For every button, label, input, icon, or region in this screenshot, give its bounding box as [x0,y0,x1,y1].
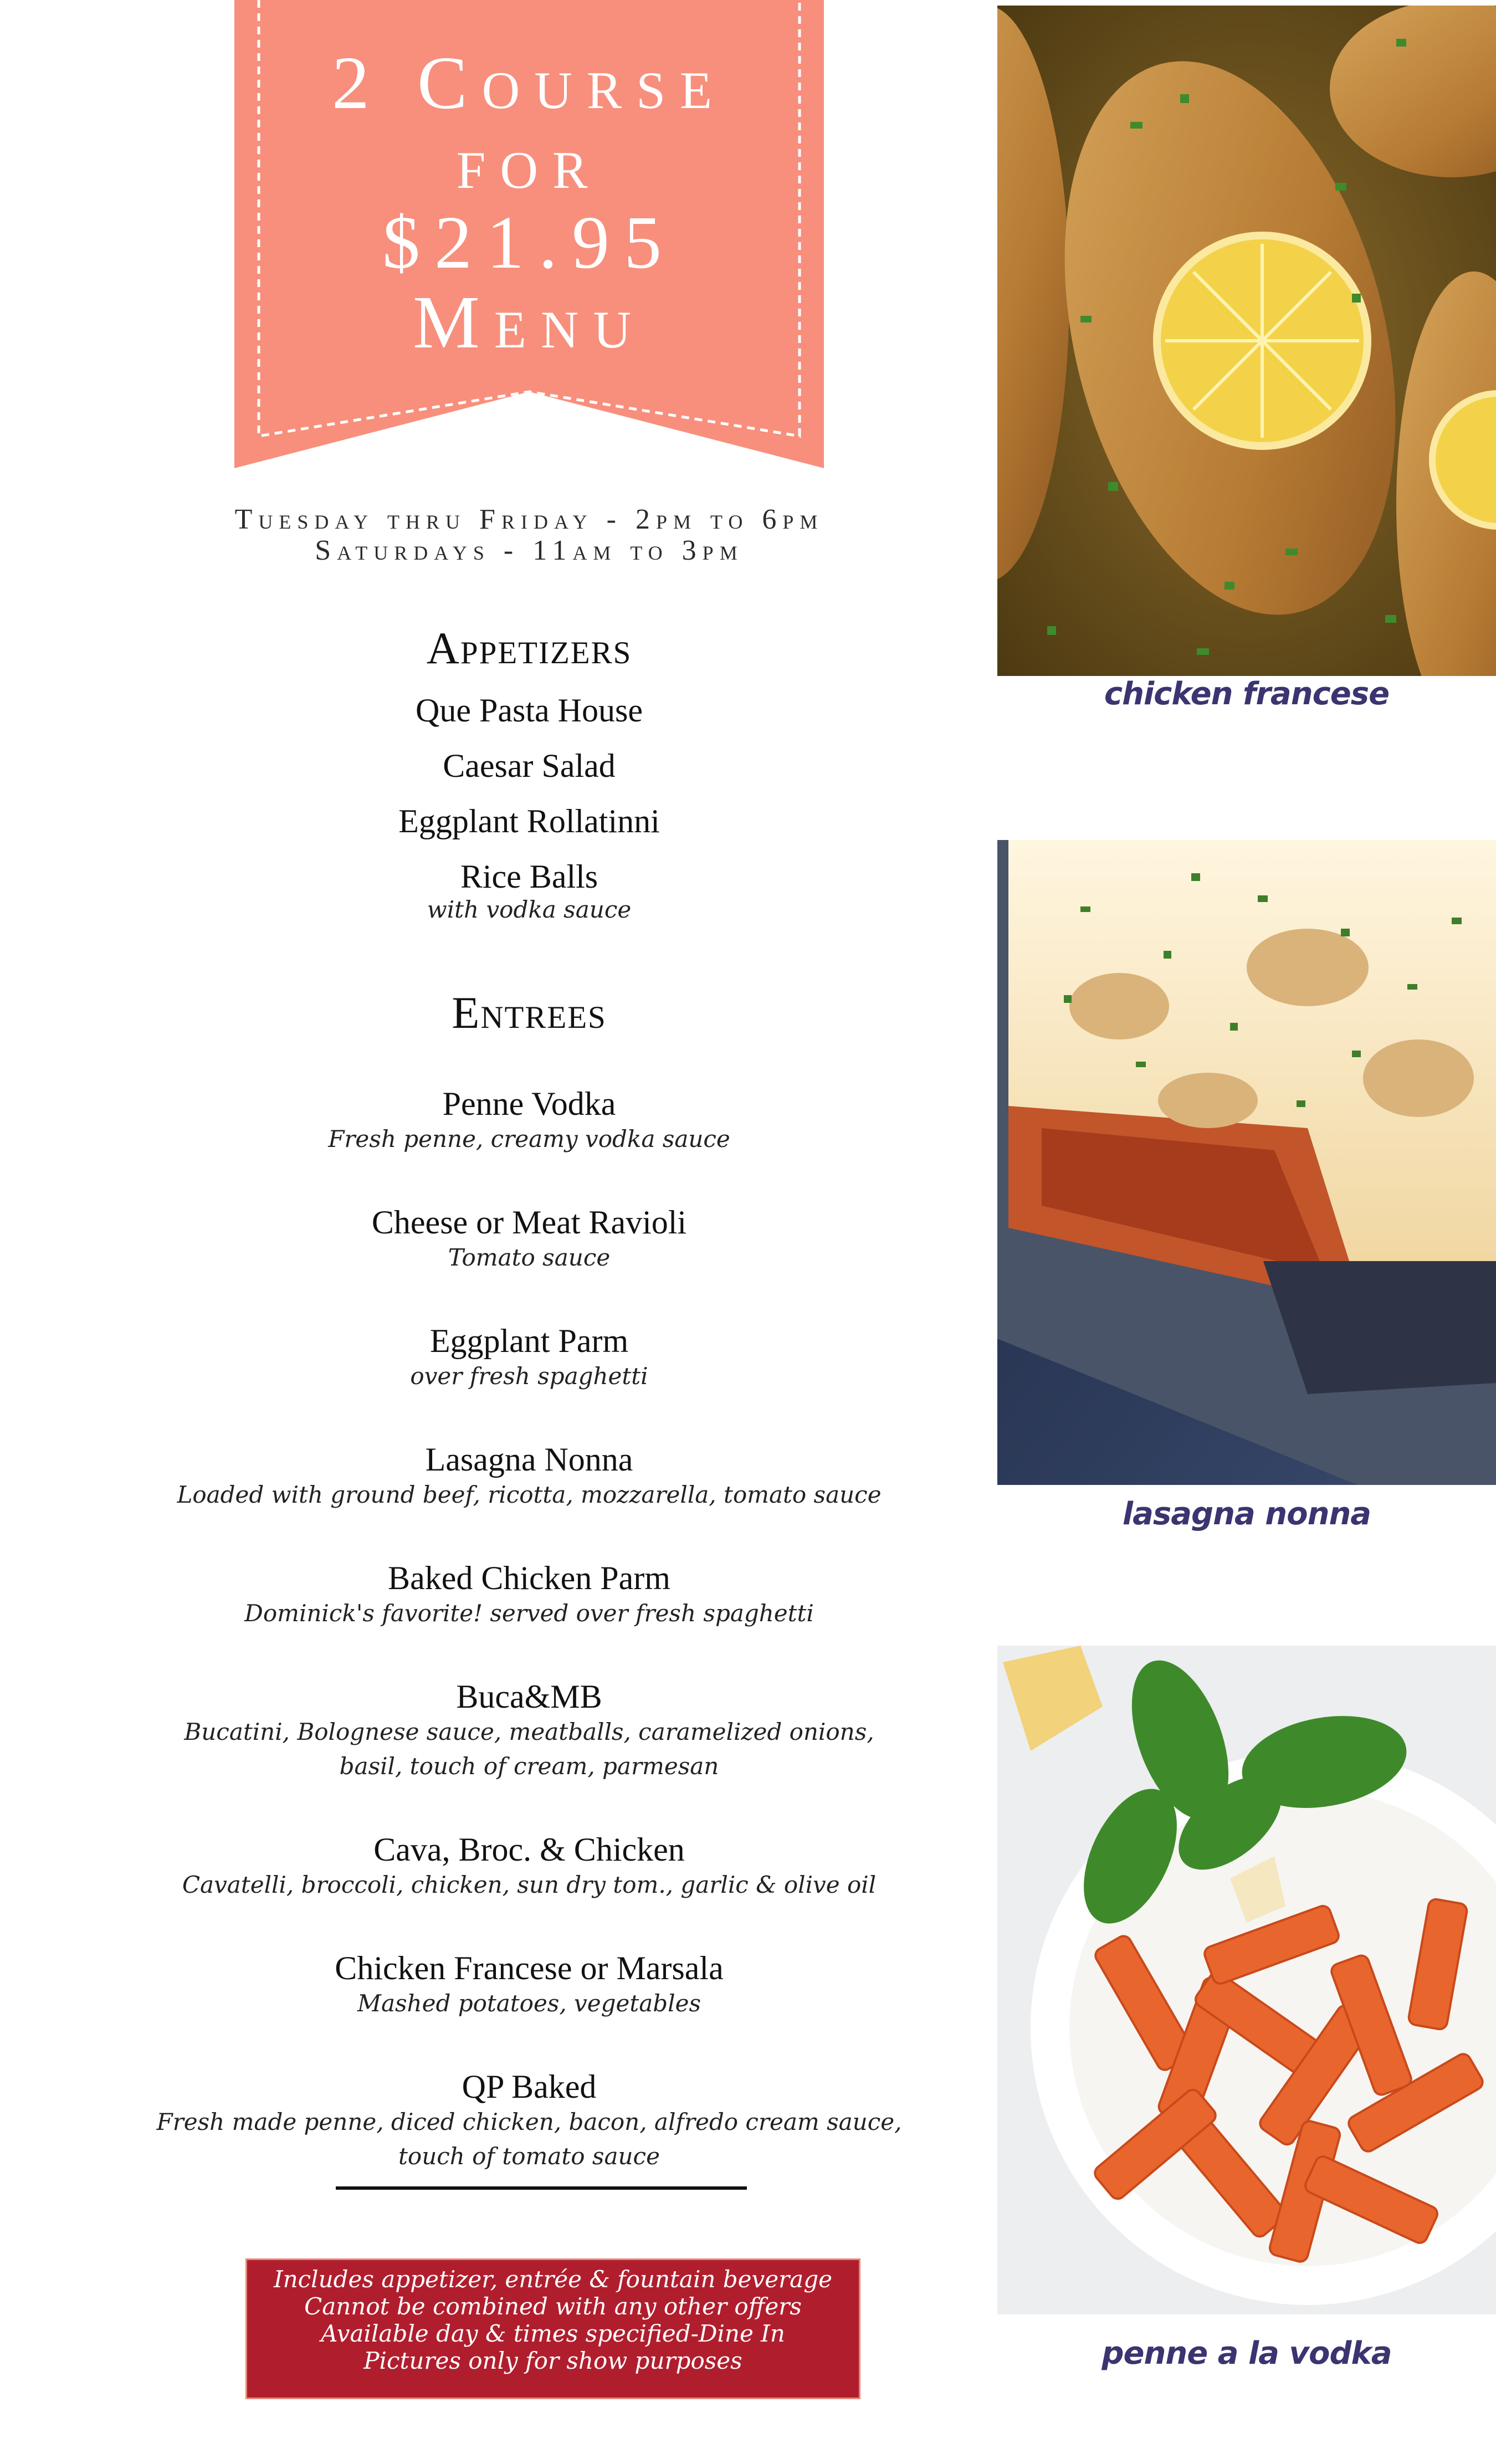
menu-banner [234,0,824,468]
entree-item [133,1560,925,1631]
entree-name: Chicken Francese or Marsala [335,1950,724,1986]
entree-desc: Loaded with ground beef, ricotta, mozzarella, tomato sauce [177,1481,882,1508]
entree-item [133,1204,925,1275]
entree-item [133,1441,925,1512]
entree-name: Penne Vodka [442,1085,616,1122]
entree-desc: Cavatelli, broccoli, chicken, sun dry tom., garlic & olive oil [182,1871,877,1898]
entree-name: Cava, Broc. & Chicken [373,1831,685,1868]
entree-name: Buca&MB [456,1678,602,1715]
chicken-francese-photo [997,6,1496,676]
appetizer-item: Rice Balls [460,858,598,895]
entree-item [133,1950,925,2021]
entree-item [133,1323,925,1394]
entree-desc: Fresh penne, creamy vodka sauce [328,1125,730,1152]
banner-line-4: Menu [412,281,646,364]
hours-weekday: Tuesday thru Friday - 2pm to 6pm [234,504,824,535]
photo-caption-penne-vodka: penne a la vodka [1101,2335,1392,2371]
entree-item [133,1678,925,1784]
notice-line: Cannot be combined with any other offers [304,2293,802,2320]
appetizer-item: Que Pasta House [416,692,643,729]
entree-item [133,1831,925,1902]
appetizers-section [133,623,925,924]
notice-line: Pictures only for show purposes [363,2347,742,2374]
entree-desc: over fresh spaghetti [410,1362,648,1390]
divider [336,2186,747,2190]
appetizers-title: Appetizers [426,623,632,673]
entree-item [133,1085,925,1156]
entree-desc: Tomato sauce [448,1244,611,1271]
entree-name: Cheese or Meat Ravioli [371,1204,687,1241]
lasagna-photo [997,840,1496,1485]
entree-desc: Dominick's favorite! served over fresh spaghetti [244,1600,814,1627]
entree-desc: Bucatini, Bolognese sauce, meatballs, caramelized onions, basil, touch of cream, parmesan [184,1718,874,1780]
offer-notice [245,2258,860,2399]
entree-name: Baked Chicken Parm [388,1560,670,1596]
banner-title [234,43,824,362]
banner-line-3: $21.95 [382,201,676,284]
service-hours [166,504,892,566]
entrees-section [133,988,925,2174]
appetizer-desc: with vodka sauce [427,896,632,923]
entree-name: Lasagna Nonna [425,1441,633,1478]
notice-line: Includes appetizer, entrée & fountain beverage [274,2266,832,2293]
banner-line-2: for [456,121,602,204]
appetizer-item: Caesar Salad [443,747,616,784]
photo-caption-lasagna: lasagna nonna [1122,1496,1371,1532]
entree-name: Eggplant Parm [429,1323,629,1359]
entree-desc: Fresh made penne, diced chicken, bacon, alfredo cream sauce, touch of tomato sauce [156,2108,902,2170]
penne-vodka-photo [997,1646,1496,2314]
entree-item [133,2068,925,2174]
notice-line: Available day & times specified-Dine In [321,2320,785,2347]
entree-desc: Mashed potatoes, vegetables [357,1990,701,2017]
photo-caption-chicken-francese: chicken francese [1104,676,1390,712]
entrees-title: Entrees [452,987,607,1038]
banner-line-1: 2 Course [331,42,727,125]
entree-name: QP Baked [462,2068,597,2105]
appetizer-item: Eggplant Rollatinni [398,803,660,839]
hours-saturday: Saturdays - 11am to 3pm [315,535,744,566]
